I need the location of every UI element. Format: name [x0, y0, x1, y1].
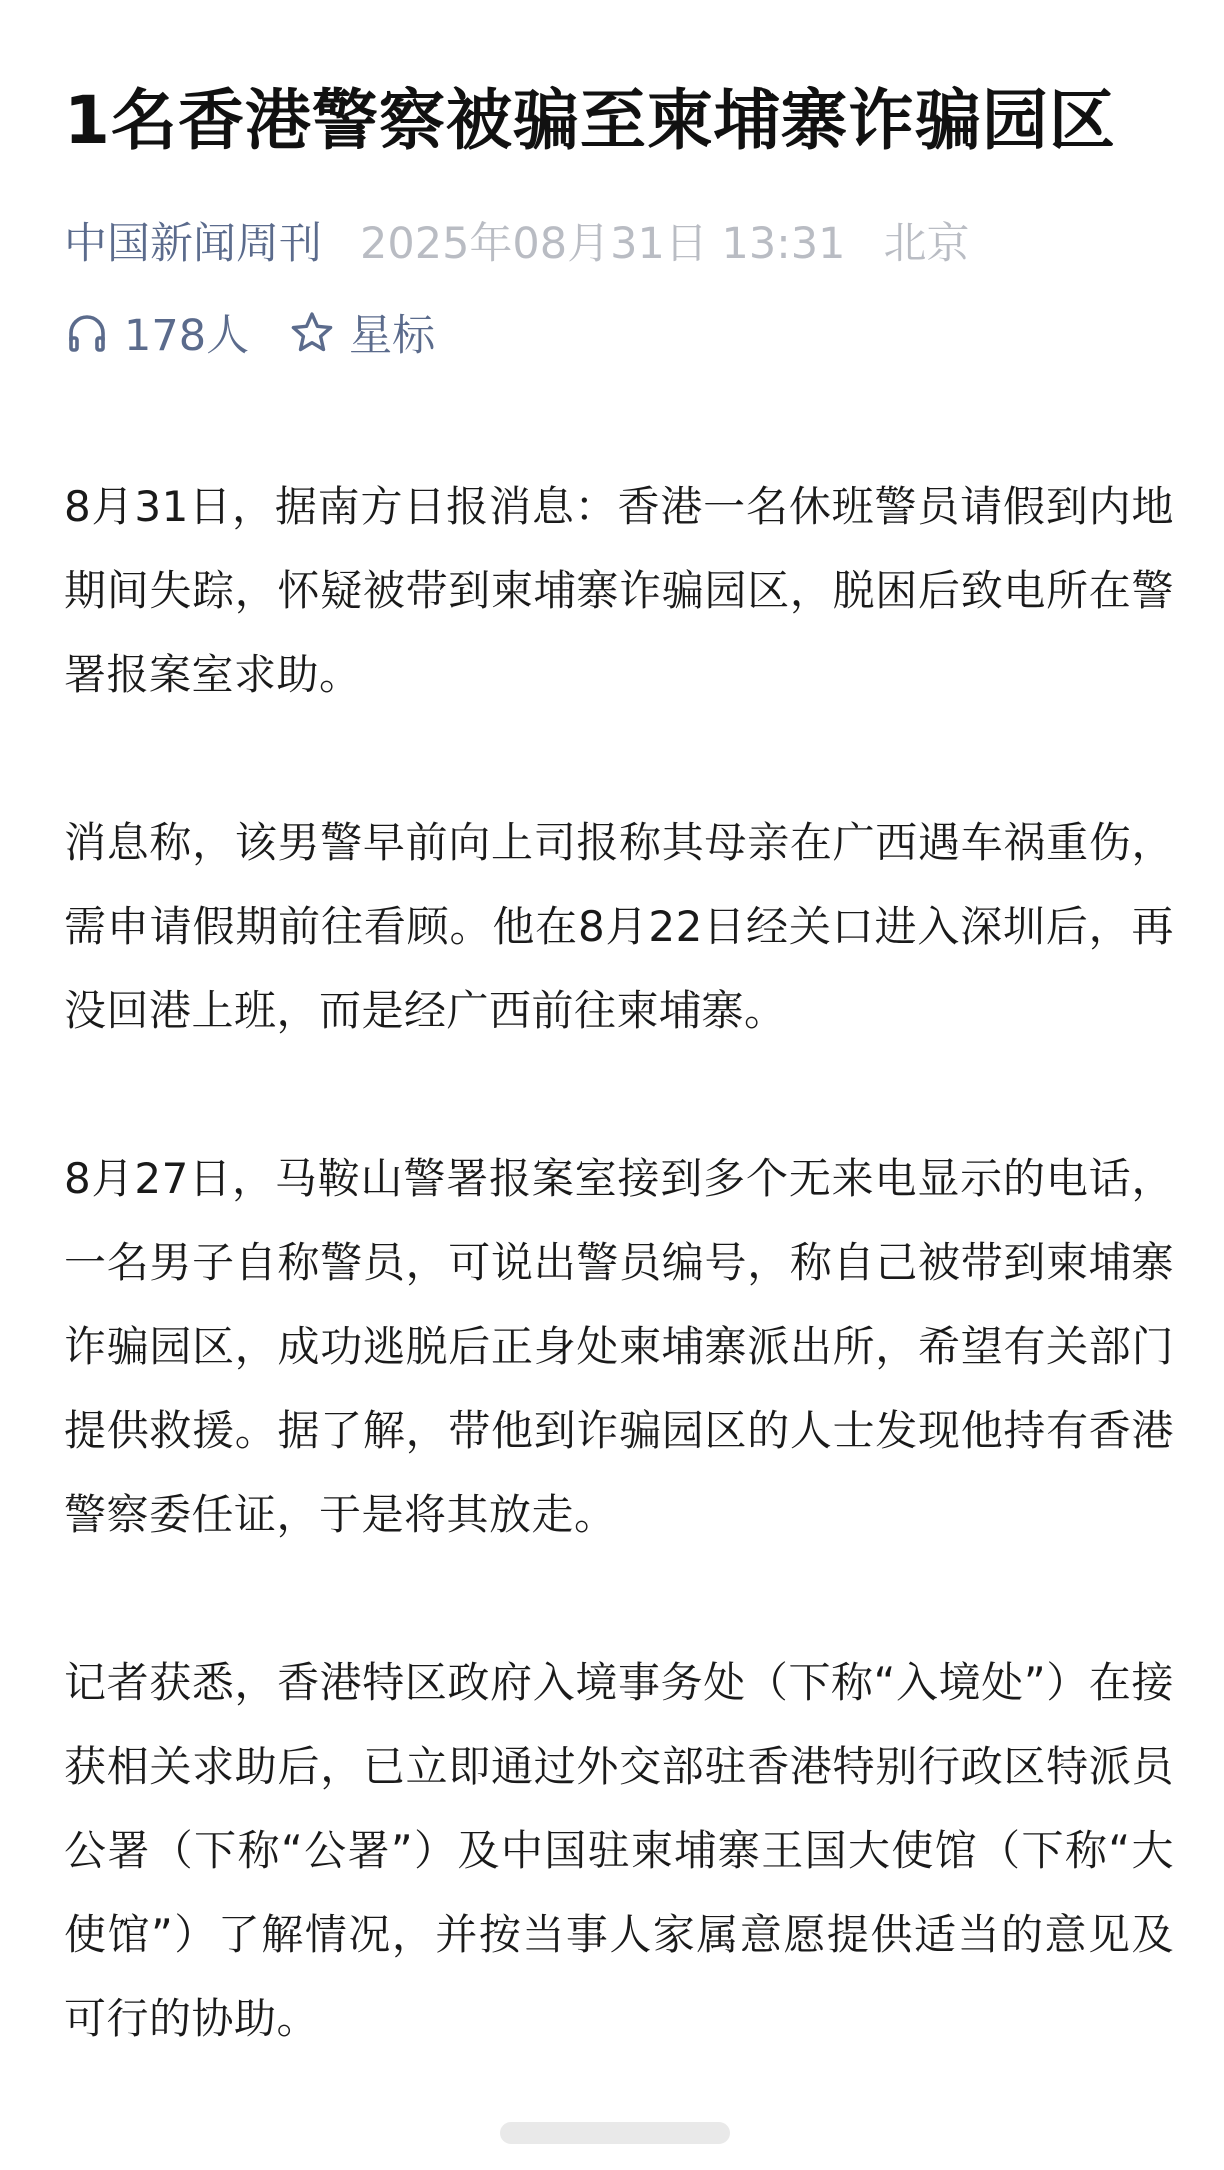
source-account[interactable]: 中国新闻周刊: [64, 218, 322, 269]
paragraph: 8月31日，据南方日报消息：香港一名休班警员请假到内地期间失踪，怀疑被带到柬埔寨诈骗园区，脱困后致电所在警署报案室求助。: [64, 482, 1174, 699]
star-button[interactable]: [289, 302, 435, 363]
article-title: 1名香港警察被骗至柬埔寨诈骗园区: [64, 82, 1116, 159]
headphones-icon: [64, 309, 110, 355]
article-body: [64, 465, 1174, 2061]
publish-datetime: 2025年08月31日 13:31: [360, 218, 846, 269]
article-meta: [64, 212, 969, 268]
paragraph: 8月27日，马鞍山警署报案室接到多个无来电显示的电话，一名男子自称警员，可说出警员编号，称自己被带到柬埔寨诈骗园区，成功逃脱后正身处柬埔寨派出所，希望有关部门提供救援。据了解，带他到诈骗园区的人士发现他持有香港警察委任证，于是将其放走。: [64, 1154, 1174, 1539]
star-label: 星标: [349, 310, 436, 361]
publish-location: 北京: [883, 218, 970, 269]
watermark-logo: [500, 2114, 730, 2152]
listen-button[interactable]: [64, 302, 249, 363]
article-stats: [64, 304, 435, 360]
listener-count: 178人: [124, 310, 250, 361]
star-icon: [289, 309, 335, 355]
paragraph: 记者获悉，香港特区政府入境事务处（下称“入境处”）在接获相关求助后，已立即通过外交部驻香港特别行政区特派员公署（下称“公署”）及中国驻柬埔寨王国大使馆（下称“大使馆”）了解情况，并按当事人家属意愿提供适当的意见及可行的协助。: [64, 1658, 1174, 2043]
paragraph: 消息称，该男警早前向上司报称其母亲在广西遇车祸重伤，需申请假期前往看顾。他在8月22日经关口进入深圳后，再没回港上班，而是经广西前往柬埔寨。: [64, 818, 1174, 1035]
